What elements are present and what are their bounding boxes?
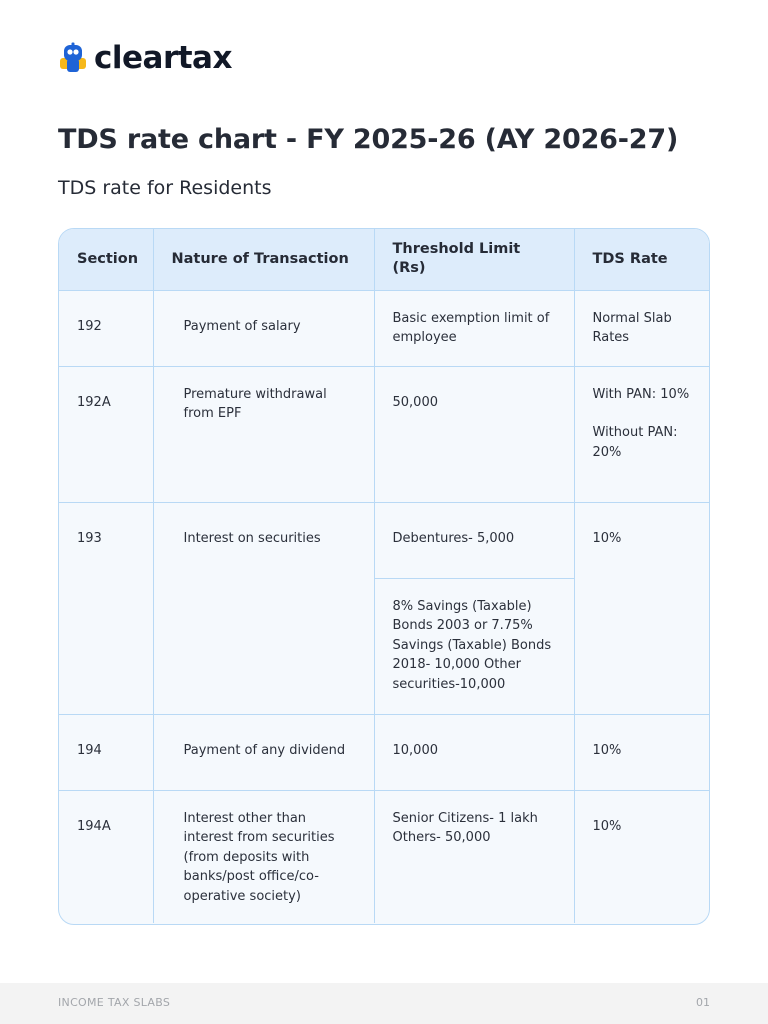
cell-threshold [374, 790, 574, 923]
cell-nature: Interest on securities [153, 502, 374, 714]
cell-rate: 10% [574, 714, 710, 790]
threshold-senior-citizens: Senior Citizens- 1 lakh [392, 810, 538, 826]
cell-nature: Premature withdrawal from EPF [153, 366, 374, 502]
tds-rate-table [58, 228, 710, 925]
cell-nature: Payment of any dividend [153, 714, 374, 790]
cell-nature: Payment of salary [153, 290, 374, 366]
cell-nature: Interest other than interest from securities (from deposits with banks/post office/co-operative society) [153, 790, 374, 923]
cell-section: 192A [59, 366, 153, 502]
cell-threshold: 50,000 [374, 366, 574, 502]
page-footer [0, 983, 768, 1024]
cell-rate: 10% [574, 502, 710, 714]
rate-without-pan: Without PAN: 20% [592, 425, 678, 460]
page-title: TDS rate chart - FY 2025-26 (AY 2026-27) [58, 124, 679, 155]
page-number: 01 [696, 996, 710, 1009]
brand-name: cleartax [94, 39, 232, 76]
cell-rate: 10% [574, 790, 710, 923]
table-row [59, 714, 710, 790]
cell-threshold: 10,000 [374, 714, 574, 790]
table-row [59, 502, 710, 578]
rate-with-pan: With PAN: 10% [592, 386, 690, 402]
cell-threshold-debentures: Debentures- 5,000 [374, 502, 574, 578]
column-header-rate: TDS Rate [574, 229, 710, 290]
cell-rate [574, 366, 710, 502]
page-subtitle: TDS rate for Residents [58, 177, 272, 199]
cell-rate: Normal Slab Rates [574, 290, 710, 366]
table-header-row [59, 229, 710, 290]
column-header-threshold: Threshold Limit (Rs) [374, 229, 574, 290]
footer-label: INCOME TAX SLABS [58, 996, 171, 1009]
robot-mascot-icon [58, 42, 88, 74]
cell-section: 193 [59, 502, 153, 714]
cell-section: 194A [59, 790, 153, 923]
cell-threshold-bonds: 8% Savings (Taxable) Bonds 2003 or 7.75% Savings (Taxable) Bonds 2018- 10,000 Other securities-10,000 [374, 578, 574, 714]
table-row [59, 366, 710, 502]
cell-section: 192 [59, 290, 153, 366]
threshold-others: Others- 50,000 [392, 830, 491, 845]
table-row [59, 290, 710, 366]
column-header-section: Section [59, 229, 153, 290]
cell-section: 194 [59, 714, 153, 790]
column-header-nature: Nature of Transaction [153, 229, 374, 290]
brand-logo [58, 40, 232, 76]
table-row [59, 790, 710, 923]
cell-threshold: Basic exemption limit of employee [374, 290, 574, 366]
